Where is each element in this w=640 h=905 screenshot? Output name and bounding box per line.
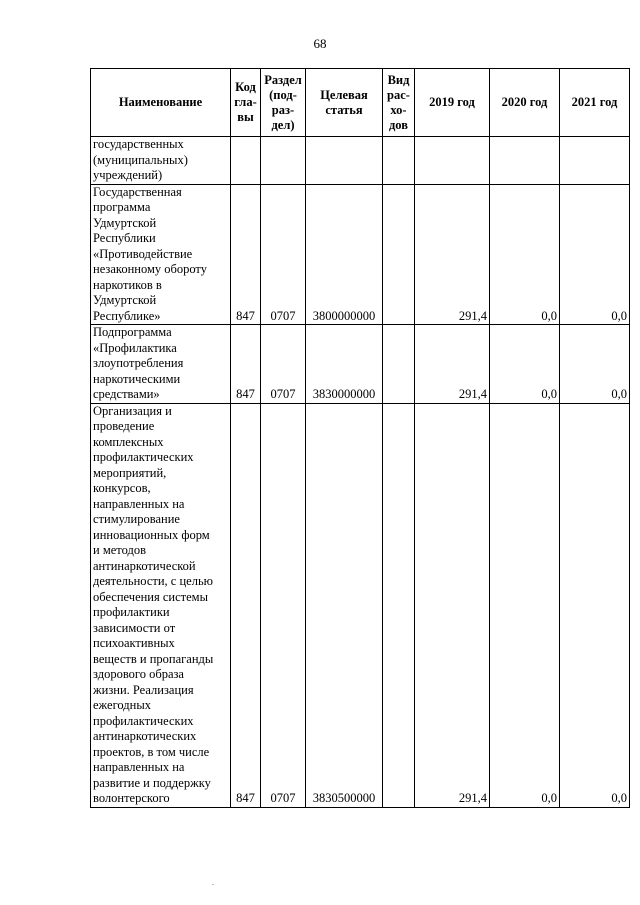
- table-header-row: [91, 69, 630, 137]
- row-2019: 291,4: [415, 403, 490, 807]
- row-name: государственных (муниципальных) учреждений): [91, 137, 231, 185]
- row-section: 0707: [261, 184, 306, 325]
- row-expense-type: [383, 403, 415, 807]
- row-section: 0707: [261, 325, 306, 404]
- header-target-article: Целевая статья: [306, 69, 383, 137]
- scan-speck: [212, 884, 214, 885]
- row-target-article: 3830500000: [306, 403, 383, 807]
- header-expense-type: Вид рас- хо- дов: [383, 69, 415, 137]
- header-section: Раздел (под- раз- дел): [261, 69, 306, 137]
- row-name: Государственная программа Удмуртской Республики «Противодействие незаконному обороту наркотиков в Удмуртской Республике»: [91, 184, 231, 325]
- row-chapter-code: 847: [231, 403, 261, 807]
- row-name: Организация и проведение комплексных профилактических мероприятий, конкурсов, направленных на стимулирование инновационных форм и методов антинаркотической деятельности, с целью обеспечения системы профилактики зависимости от психоактивных веществ и пропаганды здорового образа жизни. Реализация ежегодных профилактических антинаркотических проектов, в том числе направленных на развитие и поддержку волонтерского: [91, 403, 231, 807]
- row-chapter-code: [231, 137, 261, 185]
- row-2021: 0,0: [560, 184, 630, 325]
- header-2019: 2019 год: [415, 69, 490, 137]
- row-2019: 291,4: [415, 184, 490, 325]
- row-expense-type: [383, 325, 415, 404]
- row-2019: [415, 137, 490, 185]
- page-number: 68: [313, 36, 327, 51]
- table-row: [91, 325, 630, 404]
- header-chapter-code: Код гла- вы: [231, 69, 261, 137]
- row-chapter-code: 847: [231, 325, 261, 404]
- row-2021: [560, 137, 630, 185]
- table-row: [91, 137, 630, 185]
- header-name: Наименование: [91, 69, 231, 137]
- row-target-article: 3830000000: [306, 325, 383, 404]
- row-2020: [490, 137, 560, 185]
- table-row: [91, 403, 630, 807]
- row-2020: 0,0: [490, 325, 560, 404]
- row-2019: 291,4: [415, 325, 490, 404]
- row-target-article: 3800000000: [306, 184, 383, 325]
- row-chapter-code: 847: [231, 184, 261, 325]
- budget-table: [90, 68, 630, 808]
- row-expense-type: [383, 184, 415, 325]
- row-section: 0707: [261, 403, 306, 807]
- row-target-article: [306, 137, 383, 185]
- header-2020: 2020 год: [490, 69, 560, 137]
- row-2020: 0,0: [490, 184, 560, 325]
- row-name: Подпрограмма «Профилактика злоупотребления наркотическими средствами»: [91, 325, 231, 404]
- header-2021: 2021 год: [560, 69, 630, 137]
- row-2021: 0,0: [560, 403, 630, 807]
- row-section: [261, 137, 306, 185]
- row-2021: 0,0: [560, 325, 630, 404]
- table-row: [91, 184, 630, 325]
- row-2020: 0,0: [490, 403, 560, 807]
- row-expense-type: [383, 137, 415, 185]
